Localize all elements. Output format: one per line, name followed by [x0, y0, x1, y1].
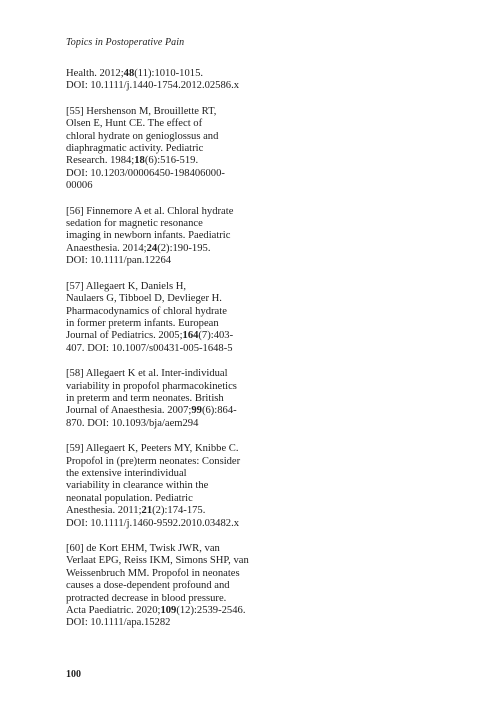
reference-entry [66, 443, 271, 530]
reference-line [66, 418, 271, 430]
reference-text: neonatal population. Pediatric [66, 492, 193, 504]
reference-text: Anesthesia. 2011; [66, 505, 142, 517]
reference-text: causes a dose-dependent profound and [66, 580, 230, 592]
reference-line [66, 493, 271, 505]
reference-text: Pharmacodynamics of chloral hydrate [66, 305, 227, 317]
reference-text: Health. 2012; [66, 68, 124, 79]
reference-line [66, 281, 271, 293]
reference-line [66, 381, 271, 393]
reference-line [66, 555, 271, 567]
reference-line [66, 106, 271, 118]
reference-text: DOI: 10.1111/j.1460-9592.2010.03482.x [66, 517, 240, 529]
reference-text: [57] Allegaert K, Daniels H, [66, 280, 187, 292]
reference-text: the extensive interindividual [66, 467, 187, 479]
reference-text: (11):1010-1015. [134, 68, 204, 79]
reference-entry [66, 68, 271, 93]
running-header: Topics in Postoperative Pain [66, 37, 185, 48]
reference-volume: 48 [123, 68, 135, 79]
reference-entry [66, 543, 271, 630]
reference-volume: 18 [134, 155, 145, 167]
reference-text: 407. DOI: 10.1007/s00431-005-1648-5 [66, 342, 233, 354]
reference-text: (12):2539-2546. [176, 605, 246, 617]
reference-text: variability in clearance within the [66, 480, 209, 492]
reference-volume: 164 [182, 330, 199, 342]
reference-line [66, 168, 271, 180]
reference-text: (6):864- [201, 405, 237, 417]
reference-line [66, 80, 271, 92]
reference-text: Propofol in (pre)term neonates: Consider [66, 455, 241, 467]
reference-line [66, 443, 271, 455]
reference-line [66, 343, 271, 355]
reference-text: Naulaers G, Tibboel D, Devlieger H. [66, 293, 222, 305]
reference-text: in former preterm infants. European [66, 317, 219, 329]
reference-text: DOI: 10.1111/apa.15282 [66, 617, 171, 629]
reference-text: Verlaat EPG, Reiss IKM, Simons SHP, van [66, 555, 249, 567]
reference-line [66, 68, 271, 80]
reference-text: (7):403- [198, 330, 234, 342]
reference-text: (2):174-175. [152, 505, 206, 517]
reference-entry [66, 106, 271, 193]
reference-line [66, 255, 271, 267]
reference-text: [58] Allegaert K et al. Inter-individual [66, 368, 228, 380]
reference-text: DOI: 10.1111/j.1440-1754.2012.02586.x [66, 80, 240, 92]
reference-line [66, 206, 271, 218]
reference-line [66, 131, 271, 143]
reference-text: (2):190-195. [157, 242, 211, 254]
page-number: 100 [66, 669, 81, 680]
reference-line [66, 155, 271, 167]
reference-line [66, 143, 271, 155]
reference-text: DOI: 10.1203/00006450-198406000- [66, 167, 225, 179]
reference-text: Research. 1984; [66, 155, 135, 167]
reference-text: Acta Paediatric. 2020; [66, 605, 161, 617]
reference-line [66, 218, 271, 230]
reference-text: [60] de Kort EHM, Twisk JWR, van [66, 543, 220, 554]
reference-text: diaphragmatic activity. Pediatric [66, 143, 204, 155]
reference-text: 870. DOI: 10.1093/bja/aem294 [66, 417, 199, 429]
reference-text: 00006 [66, 180, 93, 192]
reference-text: Weissenbruch MM. Propofol in neonates [66, 567, 240, 579]
reference-text: imaging in newborn infants. Paediatric [66, 230, 231, 242]
reference-entry [66, 281, 271, 355]
reference-line [66, 617, 271, 629]
reference-text: sedation for magnetic resonance [66, 218, 203, 230]
reference-line [66, 605, 271, 617]
reference-text: DOI: 10.1111/pan.12264 [66, 255, 172, 267]
reference-line [66, 118, 271, 130]
reference-line [66, 580, 271, 592]
reference-list [66, 68, 271, 643]
reference-text: variability in propofol pharmacokinetics [66, 380, 237, 392]
reference-line [66, 518, 271, 530]
reference-line [66, 393, 271, 405]
reference-line [66, 480, 271, 492]
reference-text: Olsen E, Hunt CE. The effect of [66, 118, 203, 130]
reference-text: Journal of Anaesthesia. 2007; [66, 405, 192, 417]
reference-line [66, 505, 271, 517]
reference-text: chloral hydrate on genioglossus and [66, 130, 219, 142]
reference-line [66, 543, 271, 555]
reference-line [66, 306, 271, 318]
reference-line [66, 568, 271, 580]
reference-line [66, 456, 271, 468]
reference-volume: 24 [146, 242, 158, 254]
reference-line [66, 593, 271, 605]
reference-text: Anaesthesia. 2014; [66, 242, 147, 254]
reference-entry [66, 206, 271, 268]
reference-entry [66, 368, 271, 430]
reference-volume: 21 [141, 505, 153, 517]
reference-text: Journal of Pediatrics. 2005; [66, 330, 183, 342]
reference-text: in preterm and term neonates. British [66, 392, 224, 404]
reference-line [66, 243, 271, 255]
reference-text: protracted decrease in blood pressure. [66, 592, 227, 604]
reference-line [66, 318, 271, 330]
reference-line [66, 293, 271, 305]
reference-line [66, 468, 271, 480]
reference-text: (6):516-519. [144, 155, 199, 167]
reference-line [66, 180, 271, 192]
reference-text: [56] Finnemore A et al. Chloral hydrate [66, 205, 234, 217]
reference-text: [59] Allegaert K, Peeters MY, Knibbe C. [66, 443, 239, 455]
reference-volume: 109 [160, 605, 177, 617]
reference-line [66, 368, 271, 380]
reference-line [66, 230, 271, 242]
reference-line [66, 330, 271, 342]
reference-volume: 99 [191, 405, 202, 417]
reference-text: [55] Hershenson M, Brouillette RT, [66, 105, 217, 117]
reference-line [66, 405, 271, 417]
